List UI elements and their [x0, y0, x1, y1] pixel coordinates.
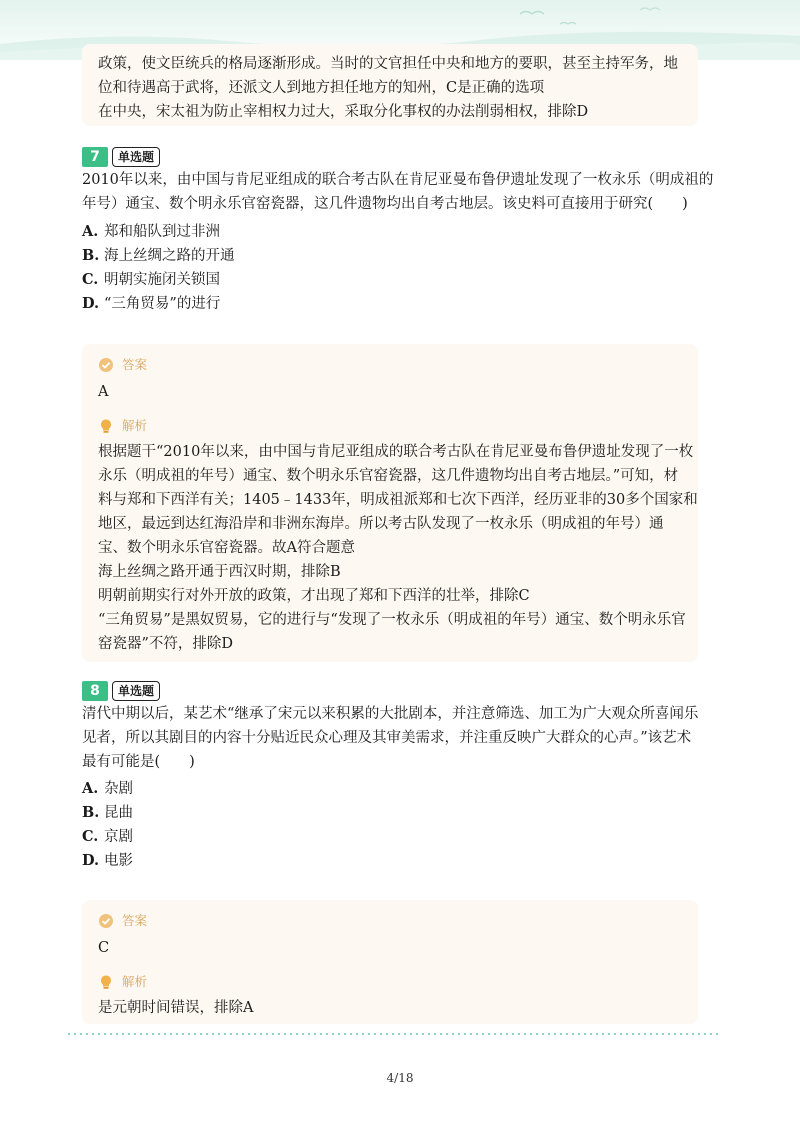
option-letter: C.	[82, 271, 99, 288]
answer-label: 答案	[122, 913, 148, 928]
analysis-line: 根据题干“2010年以来，由中国与肯尼亚组成的联合考古队在肯尼亚曼布鲁伊遗址发现了一枚	[98, 444, 694, 460]
lightbulb-icon	[98, 418, 114, 434]
bird-icon	[640, 8, 660, 10]
lightbulb-icon	[98, 974, 114, 990]
question-stem-line: 见者，所以其剧目的内容十分贴近民众心理及其审美需求，并注重反映广大群众的心声。”该艺术	[82, 730, 692, 746]
option-text: “三角贸易”的进行	[104, 296, 221, 312]
analysis-line: 料与郑和下西洋有关；1405﹣1433年，明成祖派郑和七次下西洋，经历亚非的30多个国家和	[98, 492, 698, 508]
option-text: 杂剧	[104, 781, 133, 797]
option-text: 电影	[104, 853, 133, 869]
answer-box	[82, 900, 698, 1024]
analysis-label: 解析	[122, 418, 148, 433]
option-text: 明朝实施闭关锁国	[104, 272, 220, 288]
question-stem-line: 年号）通宝、数个明永乐官窑瓷器，这几件遗物均出自考古地层。该史料可直接用于研究( )	[82, 196, 688, 212]
option-a[interactable]	[82, 222, 220, 242]
analysis-line: 地区，最远到达红海沿岸和非洲东海岸。所以考古队发现了一枚永乐（明成祖的年号）通	[98, 516, 664, 532]
option-letter: D.	[82, 852, 100, 869]
question-stem-line: 最有可能是( )	[82, 754, 195, 770]
prev-analysis-line: 位和待遇高于武将，还派文人到地方担任地方的知州，C是正确的选项	[98, 80, 545, 96]
option-letter: C.	[82, 828, 99, 845]
option-d[interactable]	[82, 294, 220, 314]
option-c[interactable]	[82, 827, 133, 847]
option-a[interactable]	[82, 779, 133, 799]
option-letter: A.	[82, 223, 99, 240]
question-type-badge: 单选题	[112, 147, 160, 167]
option-letter: D.	[82, 295, 100, 312]
page-number: 4/18	[386, 1071, 414, 1085]
question-stem-line: 2010年以来，由中国与肯尼亚组成的联合考古队在肯尼亚曼布鲁伊遗址发现了一枚永乐（明成祖的	[82, 172, 714, 188]
analysis-line: 是元朝时间错误，排除A	[98, 1000, 254, 1016]
prev-analysis-line: 政策，使文臣统兵的格局逐渐形成。当时的文官担任中央和地方的要职，甚至主持军务，地	[98, 56, 678, 72]
prev-analysis-box	[82, 44, 698, 126]
analysis-line: 窑瓷器”不符，排除D	[98, 636, 234, 652]
question-number: 7	[82, 147, 108, 167]
question-type-badge: 单选题	[112, 681, 160, 701]
option-b[interactable]	[82, 246, 235, 266]
option-letter: B.	[82, 247, 100, 264]
answer-label: 答案	[122, 357, 148, 372]
option-text: 海上丝绸之路的开通	[104, 248, 235, 264]
option-letter: B.	[82, 804, 100, 821]
bird-icon	[520, 12, 544, 15]
check-badge-icon	[98, 357, 114, 373]
check-badge-icon	[98, 913, 114, 929]
analysis-line: 宝、数个明永乐官窑瓷器。故A符合题意	[98, 540, 355, 556]
option-text: 郑和船队到过非洲	[104, 224, 220, 240]
option-text: 京剧	[104, 829, 133, 845]
answer-box	[82, 344, 698, 662]
bird-icon	[560, 23, 576, 25]
answer-value: C	[98, 940, 110, 956]
analysis-line: 海上丝绸之路开通于西汉时期，排除B	[98, 564, 341, 580]
answer-value: A	[98, 384, 109, 400]
analysis-line: 永乐（明成祖的年号）通宝、数个明永乐官窑瓷器，这几件遗物均出自考古地层。”可知，材	[98, 468, 679, 484]
option-text: 昆曲	[104, 805, 133, 821]
question-stem-line: 清代中期以后，某艺术“继承了宋元以来积累的大批剧本，并注意筛选、加工为广大观众所喜闻乐	[82, 706, 699, 722]
prev-analysis-line: 在中央，宋太祖为防止宰相权力过大，采取分化事权的办法削弱相权，排除D	[98, 104, 589, 120]
option-letter: A.	[82, 780, 99, 797]
analysis-label: 解析	[122, 974, 148, 989]
question-number: 8	[82, 681, 108, 701]
option-c[interactable]	[82, 270, 220, 290]
option-d[interactable]	[82, 851, 133, 871]
option-b[interactable]	[82, 803, 133, 823]
analysis-line: “三角贸易”是黑奴贸易，它的进行与“发现了一枚永乐（明成祖的年号）通宝、数个明永乐官	[98, 612, 686, 628]
analysis-line: 明朝前期实行对外开放的政策，才出现了郑和下西洋的壮举，排除C	[98, 588, 530, 604]
dotted-divider	[66, 1033, 718, 1035]
